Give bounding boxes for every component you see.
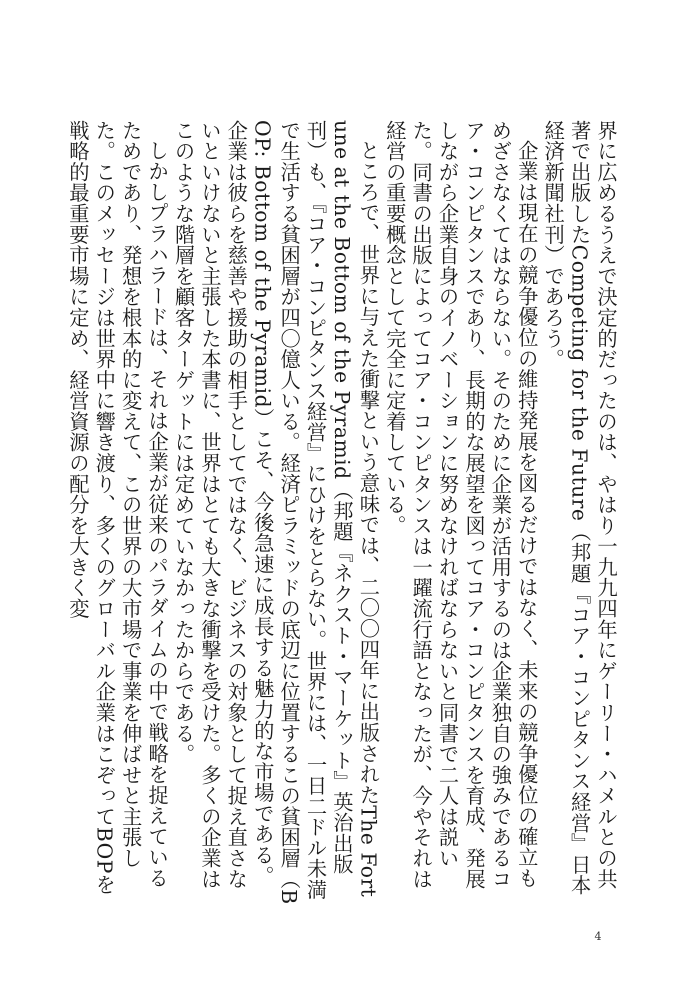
page-number: 4: [594, 930, 602, 943]
body-text: [65, 120, 619, 906]
paragraph: 企業は現在の競争優位の維持発展を図るだけではなく、未来の競争優位の確立もめざさなくてはならない。そのために企業が活用するのは企業独自の強みであるコア・コンピタンスであり、長期的な展望を図ってコア・コンピタンスを育成、発展しながら企業自身のイノベーションに努めなければならないと同書で二人は説いた。同書の出版によってコア・コンピタンスは一躍流行語となったが、今やそれは経営の重要概念として完全に定着している。: [382, 120, 539, 890]
paragraph: しかしプラハラードは、それは企業が従来のパラダイムの中で戦略を捉えているためであり、発想を根本的に変えて、この世界の大市場で事業を伸ばせと主張した。このメッセージは世界中に響き渡り、多くのグローバル企業はこぞってBOPを戦略的最重要市場に定め、経営資源の配分を大きく変: [65, 120, 170, 895]
paragraph: ところで、世界に与えた衝撃という意味では、二〇〇四年に出版されたThe Fortune at the Bottom of the Pyramid（邦題『ネクスト・マーケット』英治出版刊）も、『コア・コンピタンス経営』にひけをとらない。世界には、一日二ドル未満で生活する貧困層が四〇億人いる。経済ピラミッドの底辺に位置するこの貧困層（BOP: Bottom of the Pyramid）こそ、今後急速に成長する魅力的な市場である。企業は彼らを慈善や援助の相手としてではなく、ビジネスの対象として捉え直さないといけないと主張した本書に、世界はとても大きな衝撃を受けた。多くの企業はこのような階層を顧客ターゲットには定めていなかったからである。: [171, 120, 381, 905]
paragraph: 界に広めるうえで決定的だったのは、やはり一九九四年にゲーリー・ハメルとの共著で出版したCompeting for the Future（邦題『コア・コンピタンス経営』日本経済新聞社刊）であろう。: [541, 120, 618, 896]
